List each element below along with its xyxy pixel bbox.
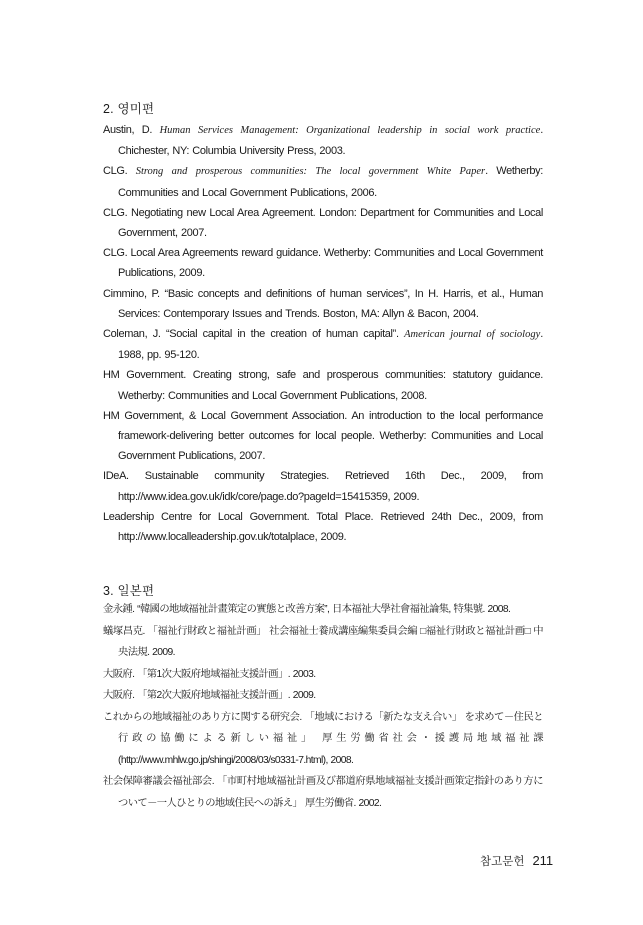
reference-entry xyxy=(103,324,543,365)
reference-text: Austin, D. xyxy=(103,124,160,136)
reference-entry xyxy=(103,243,543,283)
reference-title: American journal of sociology xyxy=(404,329,541,341)
english-reference-list xyxy=(103,120,543,547)
reference-text: Cimmino, P. “Basic concepts and definitions of human services”, In H. Harris, et al., Human Services: Contemporary Issues and Trends. Boston, MA: Allyn & Bacon, 2004. xyxy=(103,287,543,320)
reference-text: IDeA. Sustainable community Strategies. Retrieved 16th Dec., 2009, from http://www.idea.gov.uk/idk/core/page.do?pageId=15415359, 2009. xyxy=(103,470,543,503)
reference-entry: 蟻塚昌克. 「福祉行財政と福祉計画」 社会福祉士養成講座編集委員会編 □福祉行財政と福祉計画□ 中央法規. 2009. xyxy=(103,625,543,658)
reference-entry xyxy=(103,284,543,324)
reference-text: CLG. xyxy=(103,165,136,178)
reference-text: HM Government. Creating strong, safe and prosperous communities: statutory guidance. Wetherby: Communities and Local Government Publications, 2008. xyxy=(103,369,543,402)
reference-title: Strong and prosperous communities: The local government White Paper xyxy=(135,166,486,178)
reference-entry xyxy=(103,507,543,547)
reference-entry: 大阪府. 「第1次大阪府地域福祉支援計画」. 2003. xyxy=(103,668,316,680)
reference-entry xyxy=(103,120,543,161)
footer-label: 참고문헌 xyxy=(480,856,525,868)
section-heading-japanese: 3. 일본편 xyxy=(103,584,155,598)
page-number: 211 xyxy=(532,853,554,868)
reference-entry xyxy=(103,466,543,506)
reference-text: . 1988, pp. 95-120. xyxy=(118,328,543,362)
reference-entry xyxy=(103,161,543,202)
reference-entry xyxy=(103,406,543,467)
reference-text: Coleman, J. “Social capital in the creation of human capital”. xyxy=(103,328,405,341)
reference-entry xyxy=(103,365,543,405)
reference-entry: 社会保障審議会福祉部会. 「市町村地域福祉計画及び都道府県地域福祉支援計画策定指針のあり方について－一人ひとりの地域住民への訴え」 厚生労働省. 2002. xyxy=(103,776,543,809)
reference-text: CLG. Negotiating new Local Area Agreement. London: Department for Communities and Local Government, 2007. xyxy=(103,206,543,240)
reference-entry: 金永鍾. “韓國の地域福祉計畫策定の實態と改善方案”, 日本福祉大學社會福祉論集, 特集號. 2008. xyxy=(103,604,511,615)
reference-title: Human Services Management: Organizational leadership in social work practice xyxy=(159,125,541,136)
reference-entry: 大阪府. 「第2次大阪府地域福祉支援計画」. 2009. xyxy=(103,690,316,701)
japanese-reference-list xyxy=(103,599,543,814)
reference-text: . Wetherby: Communities and Local Government Publications, 2006. xyxy=(118,165,544,199)
reference-text: Leadership Centre for Local Government. Total Place. Retrieved 24th Dec., 2009, from http://www.localleadership.gov.uk/totalplace, 2009. xyxy=(103,510,543,544)
reference-entry xyxy=(103,203,543,243)
section-heading-english: 2. 영미편 xyxy=(103,102,155,116)
reference-entry: これからの地域福祉のあり方に関する研究会. 「地域における「新たな支え合い」 を求めて－住民と行政の協働による新しい福祉」 厚生労働省社会・援護局地域福祉課 (http://www.mhlw.go.jp/shingi/2008/03/s0331-7.html), 2008. xyxy=(103,711,543,766)
reference-text: CLG. Local Area Agreements reward guidance. Wetherby: Communities and Local Government Publications, 2009. xyxy=(103,247,543,280)
reference-text: HM Government, & Local Government Association. An introduction to the local performance framework-delivering better outcomes for local people. Wetherby: Communities and Local Government Publications, 2007. xyxy=(103,409,543,463)
reference-text: . Chichester, NY: Columbia University Press, 2003. xyxy=(118,124,543,158)
page-footer xyxy=(480,853,553,869)
